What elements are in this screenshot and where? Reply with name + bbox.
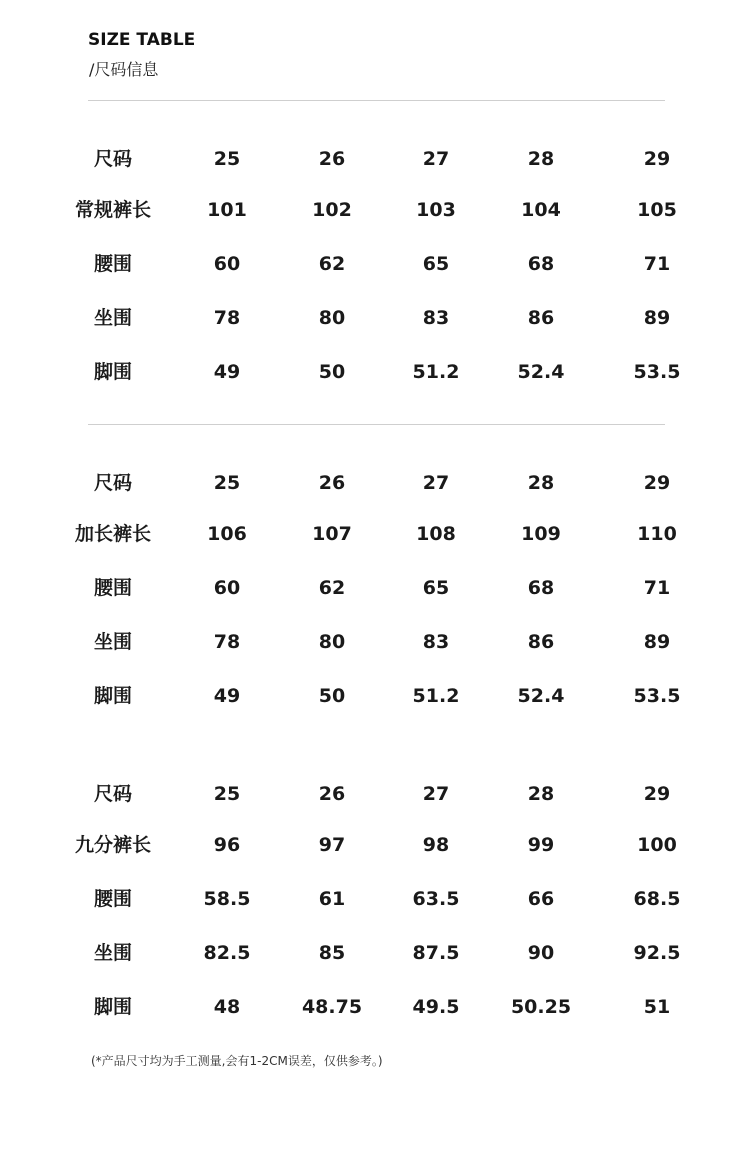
table-cell: 103 — [416, 199, 456, 221]
table-row — [0, 357, 750, 387]
size-header-cell: 25 — [213, 783, 241, 805]
size-header-cell: 29 — [643, 472, 671, 494]
table-cell: 50 — [318, 685, 346, 707]
table-cell: 49.5 — [412, 996, 460, 1018]
header-row — [0, 144, 750, 174]
table-cell: 60 — [213, 577, 241, 599]
table-cell: 49 — [213, 685, 241, 707]
table-cell: 48 — [213, 996, 241, 1018]
table-cell: 98 — [422, 834, 450, 856]
table-cell: 92.5 — [633, 942, 681, 964]
table-cell: 53.5 — [633, 685, 681, 707]
table-cell: 87.5 — [412, 942, 460, 964]
table-cell: 49 — [213, 361, 241, 383]
size-header-cell: 29 — [643, 148, 671, 170]
table-cell: 108 — [416, 523, 456, 545]
size-header-cell: 26 — [318, 783, 346, 805]
header-row — [0, 779, 750, 809]
table-cell: 109 — [521, 523, 561, 545]
row-label: 坐围 — [93, 631, 133, 653]
table-cell: 68 — [527, 577, 555, 599]
table-cell: 100 — [637, 834, 677, 856]
table-cell: 51.2 — [412, 361, 460, 383]
table-cell: 86 — [527, 307, 555, 329]
table-cell: 68.5 — [633, 888, 681, 910]
page-title: SIZE TABLE — [88, 30, 196, 50]
size-header-cell: 27 — [422, 472, 450, 494]
table-cell: 110 — [637, 523, 677, 545]
size-header-cell: 25 — [213, 148, 241, 170]
table-cell: 102 — [312, 199, 352, 221]
size-header-cell: 26 — [318, 472, 346, 494]
table-row — [0, 992, 750, 1022]
row-label: 加长裤长 — [74, 523, 152, 545]
table-cell: 96 — [213, 834, 241, 856]
footnote: (*产品尺寸均为手工测量,会有1-2CM误差，仅供参考。) — [91, 1054, 383, 1068]
table-cell: 85 — [318, 942, 346, 964]
row-label: 尺码 — [93, 783, 133, 805]
table-cell: 51.2 — [412, 685, 460, 707]
table-cell: 89 — [643, 631, 671, 653]
table-cell: 65 — [422, 577, 450, 599]
table-cell: 82.5 — [203, 942, 251, 964]
size-header-cell: 26 — [318, 148, 346, 170]
table-cell: 60 — [213, 253, 241, 275]
row-label: 尺码 — [93, 472, 133, 494]
table-cell: 58.5 — [203, 888, 251, 910]
table-cell: 90 — [527, 942, 555, 964]
table-cell: 80 — [318, 631, 346, 653]
table-cell: 107 — [312, 523, 352, 545]
table-row — [0, 938, 750, 968]
table-cell: 78 — [213, 631, 241, 653]
row-label: 脚围 — [93, 361, 133, 383]
table-cell: 83 — [422, 631, 450, 653]
table-cell: 105 — [637, 199, 677, 221]
table-row — [0, 884, 750, 914]
size-header-cell: 29 — [643, 783, 671, 805]
table-cell: 65 — [422, 253, 450, 275]
size-header-cell: 28 — [527, 148, 555, 170]
row-label: 腰围 — [93, 577, 133, 599]
row-label: 腰围 — [93, 888, 133, 910]
table-cell: 63.5 — [412, 888, 460, 910]
row-label: 腰围 — [93, 253, 133, 275]
table-cell: 97 — [318, 834, 346, 856]
table-cell: 78 — [213, 307, 241, 329]
table-cell: 62 — [318, 577, 346, 599]
header-row — [0, 468, 750, 498]
table-row — [0, 681, 750, 711]
table-cell: 71 — [643, 253, 671, 275]
table-cell: 50 — [318, 361, 346, 383]
table-row — [0, 303, 750, 333]
table-cell: 106 — [207, 523, 247, 545]
row-label: 坐围 — [93, 307, 133, 329]
size-header-cell: 28 — [527, 472, 555, 494]
size-header-cell: 28 — [527, 783, 555, 805]
table-cell: 66 — [527, 888, 555, 910]
table-row — [0, 195, 750, 225]
table-row — [0, 627, 750, 657]
row-label: 脚围 — [93, 685, 133, 707]
table-cell: 101 — [207, 199, 247, 221]
table-cell: 86 — [527, 631, 555, 653]
row-label: 常规裤长 — [74, 199, 152, 221]
table-cell: 50.25 — [510, 996, 572, 1018]
table-cell: 71 — [643, 577, 671, 599]
table-cell: 48.75 — [301, 996, 363, 1018]
table-row — [0, 830, 750, 860]
table-row — [0, 519, 750, 549]
size-header-cell: 25 — [213, 472, 241, 494]
table-cell: 99 — [527, 834, 555, 856]
table-cell: 52.4 — [517, 685, 565, 707]
table-cell: 62 — [318, 253, 346, 275]
row-label: 坐围 — [93, 942, 133, 964]
table-cell: 89 — [643, 307, 671, 329]
size-header-cell: 27 — [422, 783, 450, 805]
table-cell: 61 — [318, 888, 346, 910]
divider-middle — [88, 424, 665, 425]
table-cell: 104 — [521, 199, 561, 221]
size-header-cell: 27 — [422, 148, 450, 170]
row-label: 脚围 — [93, 996, 133, 1018]
table-cell: 83 — [422, 307, 450, 329]
table-row — [0, 573, 750, 603]
page-subtitle: /尺码信息 — [89, 60, 159, 79]
table-cell: 51 — [643, 996, 671, 1018]
divider-top — [88, 100, 665, 101]
table-cell: 68 — [527, 253, 555, 275]
table-cell: 80 — [318, 307, 346, 329]
row-label: 九分裤长 — [74, 834, 152, 856]
table-row — [0, 249, 750, 279]
table-cell: 53.5 — [633, 361, 681, 383]
table-cell: 52.4 — [517, 361, 565, 383]
row-label: 尺码 — [93, 148, 133, 170]
